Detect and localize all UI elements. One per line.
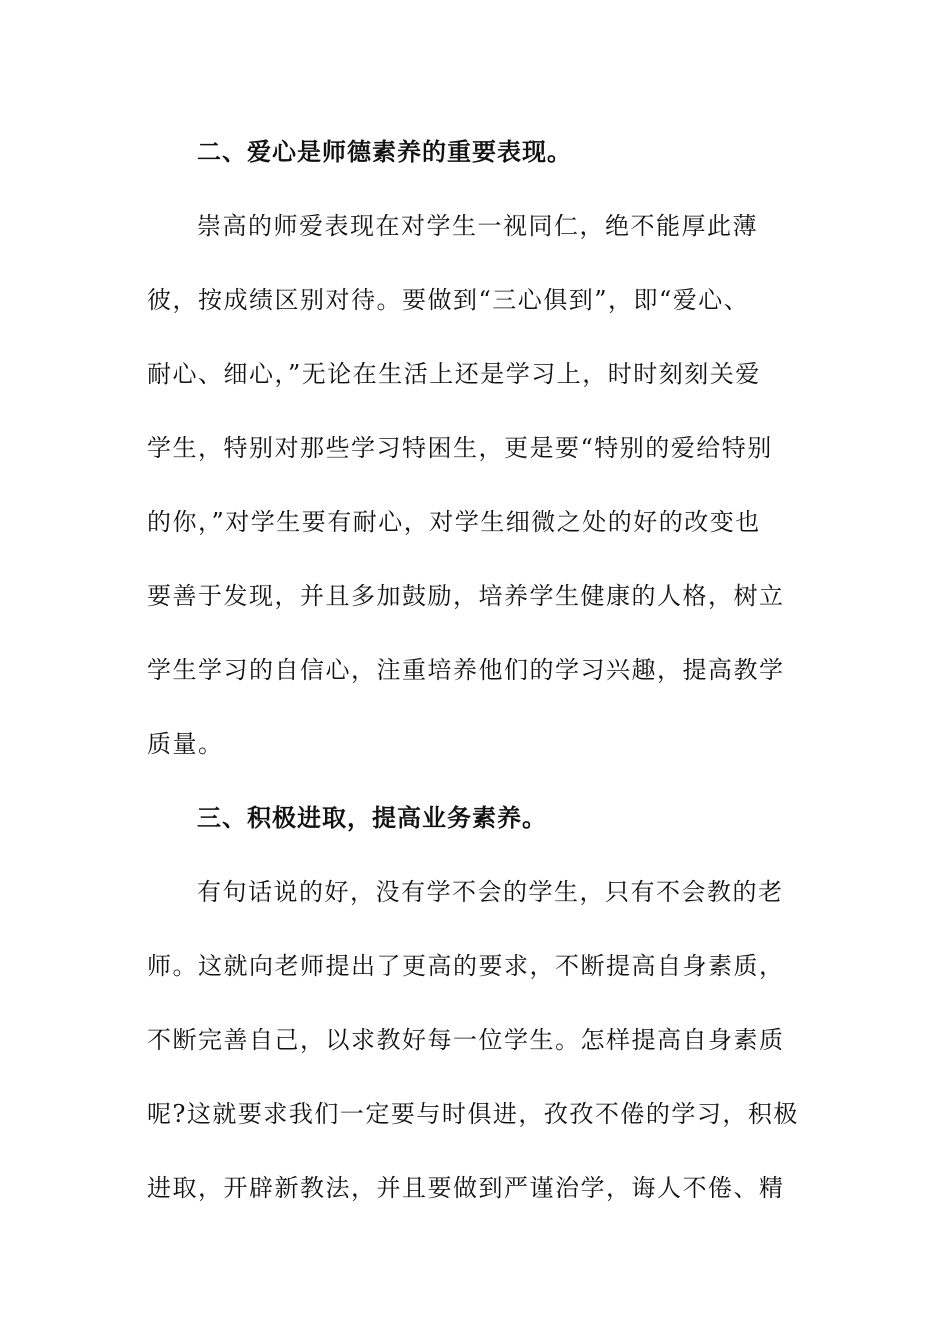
paragraph-line: 的你，”对学生要有耐心，对学生细微之处的好的改变也 <box>147 508 761 536</box>
paragraph-line: 质量。 <box>147 730 224 758</box>
paragraph-line: 进取，开辟新教法，并且要做到严谨治学，诲人不倦、精 <box>147 1174 785 1202</box>
section-heading-3: 三、积极进取，提高业务素养。 <box>197 804 547 832</box>
paragraph-line: 有句话说的好，没有学不会的学生，只有不会教的老 <box>197 878 784 906</box>
paragraph-line: 彼，按成绩区别对待。要做到“三心俱到”，即“爱心、 <box>147 286 750 314</box>
paragraph-line: 崇高的师爱表现在对学生一视同仁，绝不能厚此薄 <box>197 212 758 240</box>
paragraph-line: 学生学习的自信心，注重培养他们的学习兴趣，提高教学 <box>147 656 785 684</box>
paragraph-line: 不断完善自己，以求教好每一位学生。怎样提高自身素质 <box>147 1026 785 1054</box>
paragraph-line: 要善于发现，并且多加鼓励，培养学生健康的人格，树立 <box>147 582 785 610</box>
paragraph-line: 学生，特别对那些学习特困生，更是要“特别的爱给特别 <box>147 434 773 462</box>
paragraph-line: 呢?这就要求我们一定要与时俱进，孜孜不倦的学习，积极 <box>147 1100 799 1128</box>
paragraph-line: 师。这就向老师提出了更高的要求，不断提高自身素质， <box>147 952 785 980</box>
section-heading-2: 二、爱心是师德素养的重要表现。 <box>197 138 572 166</box>
document-body <box>147 132 802 1242</box>
paragraph-line: 耐心、细心，”无论在生活上还是学习上，时时刻刻关爱 <box>147 360 761 388</box>
